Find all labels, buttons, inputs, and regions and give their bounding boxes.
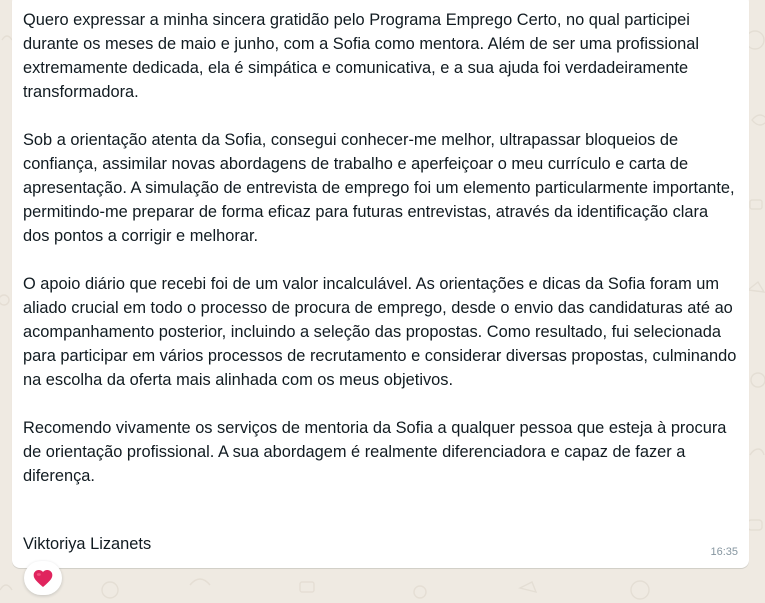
message-bubble[interactable] [12,0,749,568]
message-paragraph: Recomendo vivamente os serviços de mentoria da Sofia a qualquer pessoa que esteja à procura de orientação profissional. A sua abordagem é realmente diferenciadora e capaz de fazer a diferença. [23,419,727,485]
message-text [23,8,737,488]
red-heart-icon [33,569,53,588]
message-paragraph: Sob a orientação atenta da Sofia, consegui conhecer-me melhor, ultrapassar bloqueios de confiança, assimilar novas abordagens de trabalho e aperfeiçoar o meu currículo e carta de apresentação. A simulação de entrevista de emprego foi um elemento particularmente importante, permitindo-me preparar de forma eficaz para futuras entrevistas, através da identificação clara dos pontos a corrigir e melhorar. [23,131,735,245]
message-paragraph: O apoio diário que recebi foi de um valor incalculável. As orientações e dicas da Sofia foram um aliado crucial em todo o processo de procura de emprego, desde o envio das candidaturas até ao acompanhamento posterior, incluindo a seleção das propostas. Como resultado, fui selecionada para participar em vários processos de recrutamento e considerar diversas propostas, culminando na escolha da oferta mais alinhada com os meus objetivos. [23,275,737,389]
message-paragraph: Quero expressar a minha sincera gratidão pelo Programa Emprego Certo, no qual participei durante os meses de maio e junho, com a Sofia como mentora. Além de ser uma profissional extremamente dedicada, ela é simpática e comunicativa, e a sua ajuda foi verdadeiramente transformadora. [23,11,700,101]
message-signature: Viktoriya Lizanets [23,535,152,553]
reaction-badge[interactable] [24,561,62,595]
message-timestamp: 16:35 [710,546,738,558]
